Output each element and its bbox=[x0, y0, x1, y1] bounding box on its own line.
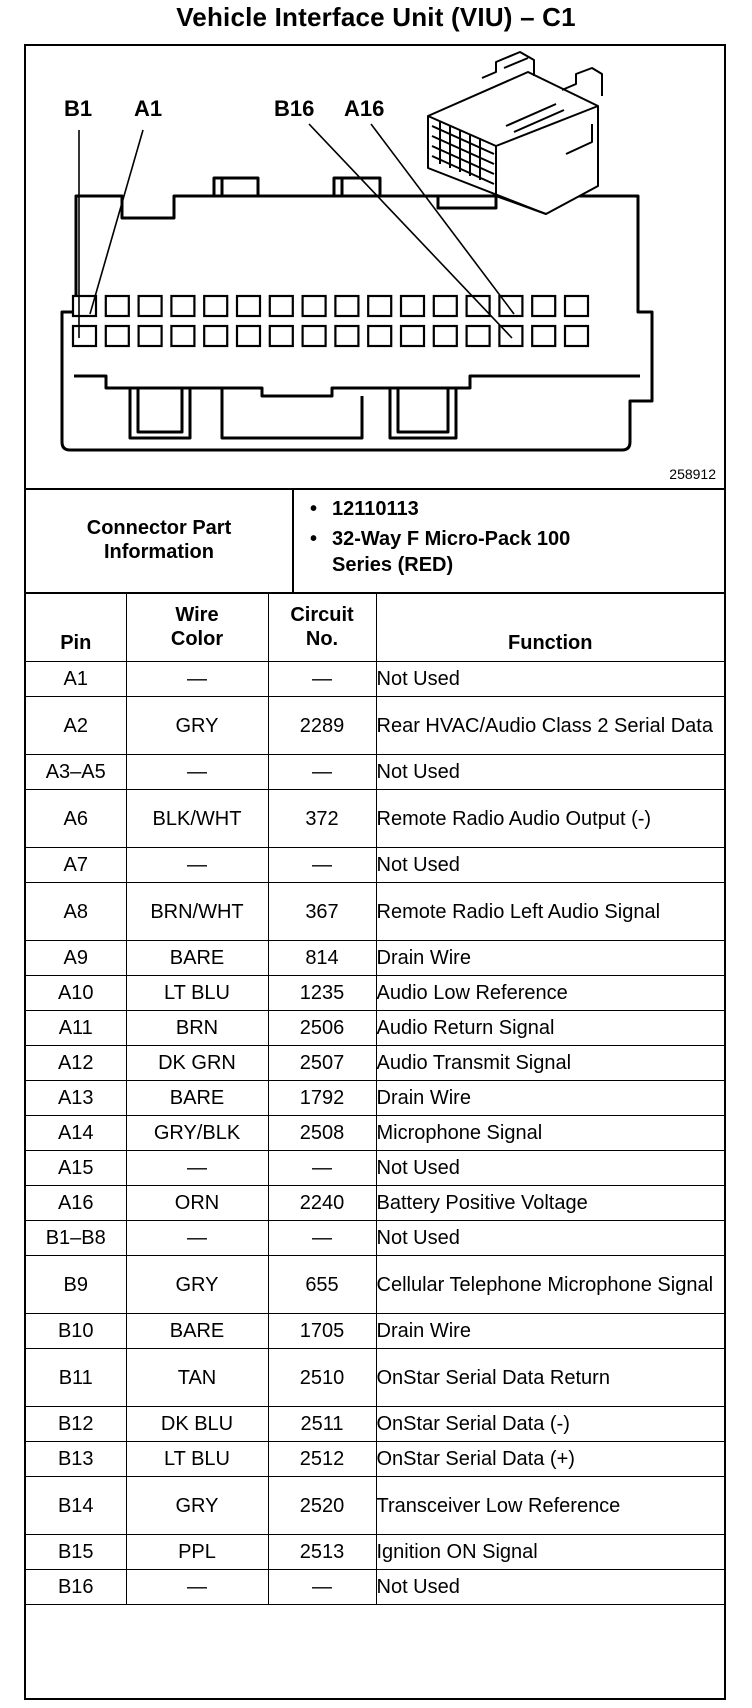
cell-circuit-no: 2520 bbox=[268, 1477, 376, 1535]
cell-pin: B16 bbox=[26, 1570, 126, 1605]
cell-function: Not Used bbox=[376, 755, 724, 790]
cell-wire-color: PPL bbox=[126, 1535, 268, 1570]
table-row bbox=[26, 1442, 724, 1477]
cavity-b8 bbox=[303, 326, 326, 346]
table-row bbox=[26, 883, 724, 941]
cell-circuit-no: — bbox=[268, 755, 376, 790]
table-row bbox=[26, 697, 724, 755]
cell-pin: A16 bbox=[26, 1186, 126, 1221]
cavity-a11 bbox=[401, 296, 424, 316]
callout-a1: A1 bbox=[134, 96, 163, 121]
cell-wire-color: BRN/WHT bbox=[126, 883, 268, 941]
cell-circuit-no: 2240 bbox=[268, 1186, 376, 1221]
table-row bbox=[26, 1570, 724, 1605]
cell-circuit-no: — bbox=[268, 1221, 376, 1256]
cell-function: Microphone Signal bbox=[376, 1116, 724, 1151]
cell-pin: A6 bbox=[26, 790, 126, 848]
cavity-b2 bbox=[106, 326, 129, 346]
connector-drawing bbox=[26, 46, 724, 488]
table-row bbox=[26, 662, 724, 697]
cell-pin: A7 bbox=[26, 848, 126, 883]
cavity-a3 bbox=[139, 296, 162, 316]
cell-function: Drain Wire bbox=[376, 1314, 724, 1349]
cell-function: Drain Wire bbox=[376, 941, 724, 976]
header-function: Function bbox=[376, 593, 724, 662]
cell-wire-color: DK GRN bbox=[126, 1046, 268, 1081]
cell-circuit-no: 367 bbox=[268, 883, 376, 941]
cavity-b6 bbox=[237, 326, 260, 346]
cell-function: OnStar Serial Data (+) bbox=[376, 1442, 724, 1477]
cell-circuit-no: — bbox=[268, 848, 376, 883]
cell-circuit-no: 2506 bbox=[268, 1011, 376, 1046]
cell-circuit-no: 655 bbox=[268, 1256, 376, 1314]
cell-function: Audio Low Reference bbox=[376, 976, 724, 1011]
cell-function: Not Used bbox=[376, 848, 724, 883]
cell-wire-color: BARE bbox=[126, 941, 268, 976]
cell-wire-color: — bbox=[126, 1221, 268, 1256]
table-row bbox=[26, 1535, 724, 1570]
table-row bbox=[26, 1314, 724, 1349]
cell-pin: B9 bbox=[26, 1256, 126, 1314]
cell-function: Cellular Telephone Microphone Signal bbox=[376, 1256, 724, 1314]
cavity-a4 bbox=[171, 296, 194, 316]
cell-circuit-no: — bbox=[268, 662, 376, 697]
cell-circuit-no: 2507 bbox=[268, 1046, 376, 1081]
cavity-a5 bbox=[204, 296, 227, 316]
callout-b1: B1 bbox=[64, 96, 93, 121]
pinout-table bbox=[26, 592, 724, 1605]
cell-function: Battery Positive Voltage bbox=[376, 1186, 724, 1221]
cell-wire-color: ORN bbox=[126, 1186, 268, 1221]
cell-function: OnStar Serial Data (-) bbox=[376, 1407, 724, 1442]
cavity-b9 bbox=[335, 326, 358, 346]
cavity-a6 bbox=[237, 296, 260, 316]
cell-circuit-no: 1235 bbox=[268, 976, 376, 1011]
cell-wire-color: — bbox=[126, 662, 268, 697]
table-row bbox=[26, 1151, 724, 1186]
cell-circuit-no: 372 bbox=[268, 790, 376, 848]
cell-circuit-no: 2512 bbox=[268, 1442, 376, 1477]
figure-id: 258912 bbox=[669, 466, 716, 482]
cell-wire-color: DK BLU bbox=[126, 1407, 268, 1442]
cavity-b1 bbox=[73, 326, 96, 346]
cell-pin: B10 bbox=[26, 1314, 126, 1349]
cell-function: Remote Radio Left Audio Signal bbox=[376, 883, 724, 941]
cell-circuit-no: 814 bbox=[268, 941, 376, 976]
header-wire-color: Wire Color bbox=[126, 593, 268, 662]
cell-function: Rear HVAC/Audio Class 2 Serial Data bbox=[376, 697, 724, 755]
cell-function: Audio Transmit Signal bbox=[376, 1046, 724, 1081]
cell-pin: A12 bbox=[26, 1046, 126, 1081]
cavity-a12 bbox=[434, 296, 457, 316]
cell-circuit-no: 1792 bbox=[268, 1081, 376, 1116]
cell-function: Audio Return Signal bbox=[376, 1011, 724, 1046]
cell-pin: A2 bbox=[26, 697, 126, 755]
cell-circuit-no: 2510 bbox=[268, 1349, 376, 1407]
cell-wire-color: BARE bbox=[126, 1314, 268, 1349]
cell-function: Not Used bbox=[376, 1151, 724, 1186]
cavity-b15 bbox=[532, 326, 555, 346]
cell-function: Remote Radio Audio Output (-) bbox=[376, 790, 724, 848]
cell-function: Ignition ON Signal bbox=[376, 1535, 724, 1570]
cavity-a10 bbox=[368, 296, 391, 316]
table-row bbox=[26, 1011, 724, 1046]
connector-info-values bbox=[294, 488, 724, 592]
table-row bbox=[26, 1221, 724, 1256]
cell-pin: B12 bbox=[26, 1407, 126, 1442]
page-title: Vehicle Interface Unit (VIU) – C1 bbox=[176, 2, 576, 32]
cell-pin: B14 bbox=[26, 1477, 126, 1535]
cell-pin: B15 bbox=[26, 1535, 126, 1570]
table-row bbox=[26, 1349, 724, 1407]
cavity-a8 bbox=[303, 296, 326, 316]
cell-function: Not Used bbox=[376, 1570, 724, 1605]
connector-part-info bbox=[26, 488, 724, 594]
cavity-b7 bbox=[270, 326, 293, 346]
cavity-a2 bbox=[106, 296, 129, 316]
cavity-b12 bbox=[434, 326, 457, 346]
cell-wire-color: GRY bbox=[126, 1256, 268, 1314]
cell-wire-color: GRY bbox=[126, 697, 268, 755]
cavity-a16 bbox=[565, 296, 588, 316]
cell-wire-color: TAN bbox=[126, 1349, 268, 1407]
cavity-b4 bbox=[171, 326, 194, 346]
cavity-a15 bbox=[532, 296, 555, 316]
table-row bbox=[26, 941, 724, 976]
cell-function: Not Used bbox=[376, 662, 724, 697]
table-row bbox=[26, 976, 724, 1011]
cavity-b13 bbox=[467, 326, 490, 346]
cell-wire-color: GRY/BLK bbox=[126, 1116, 268, 1151]
connector-info-label: Connector Part Information bbox=[26, 488, 294, 592]
cell-wire-color: BARE bbox=[126, 1081, 268, 1116]
connector-isometric-icon bbox=[428, 52, 602, 214]
cell-wire-color: — bbox=[126, 755, 268, 790]
cavity-a9 bbox=[335, 296, 358, 316]
table-row bbox=[26, 1046, 724, 1081]
table-row bbox=[26, 1116, 724, 1151]
cell-wire-color: BLK/WHT bbox=[126, 790, 268, 848]
cell-pin: A15 bbox=[26, 1151, 126, 1186]
cell-wire-color: BRN bbox=[126, 1011, 268, 1046]
connector-part-number: • 12110113 bbox=[332, 496, 724, 522]
table-header-row bbox=[26, 593, 724, 662]
cell-pin: A3–A5 bbox=[26, 755, 126, 790]
connector-diagram bbox=[26, 46, 724, 490]
cell-circuit-no: — bbox=[268, 1151, 376, 1186]
cell-circuit-no: 2289 bbox=[268, 697, 376, 755]
cell-function: OnStar Serial Data Return bbox=[376, 1349, 724, 1407]
cell-pin: B13 bbox=[26, 1442, 126, 1477]
cell-wire-color: — bbox=[126, 848, 268, 883]
table-row bbox=[26, 1081, 724, 1116]
cell-pin: A1 bbox=[26, 662, 126, 697]
cell-pin: A8 bbox=[26, 883, 126, 941]
cell-wire-color: LT BLU bbox=[126, 1442, 268, 1477]
cavity-b3 bbox=[139, 326, 162, 346]
cell-wire-color: — bbox=[126, 1151, 268, 1186]
cell-function: Drain Wire bbox=[376, 1081, 724, 1116]
header-pin: Pin bbox=[26, 593, 126, 662]
table-row bbox=[26, 755, 724, 790]
cavity-a7 bbox=[270, 296, 293, 316]
callout-a16: A16 bbox=[344, 96, 385, 121]
cell-pin: A10 bbox=[26, 976, 126, 1011]
callout-b16: B16 bbox=[274, 96, 315, 121]
cavity-b11 bbox=[401, 326, 424, 346]
cell-wire-color: GRY bbox=[126, 1477, 268, 1535]
cell-pin: B11 bbox=[26, 1349, 126, 1407]
cell-circuit-no: 2511 bbox=[268, 1407, 376, 1442]
connector-sheet bbox=[24, 44, 726, 1700]
cell-wire-color: LT BLU bbox=[126, 976, 268, 1011]
cell-function: Transceiver Low Reference bbox=[376, 1477, 724, 1535]
table-row bbox=[26, 1477, 724, 1535]
cell-circuit-no: 1705 bbox=[268, 1314, 376, 1349]
cell-function: Not Used bbox=[376, 1221, 724, 1256]
header-circuit-no: Circuit No. bbox=[268, 593, 376, 662]
cell-pin: A11 bbox=[26, 1011, 126, 1046]
cell-circuit-no: 2513 bbox=[268, 1535, 376, 1570]
table-row bbox=[26, 790, 724, 848]
cavity-b10 bbox=[368, 326, 391, 346]
cell-circuit-no: — bbox=[268, 1570, 376, 1605]
cell-wire-color: — bbox=[126, 1570, 268, 1605]
cell-pin: A9 bbox=[26, 941, 126, 976]
cavity-a13 bbox=[467, 296, 490, 316]
cavity-b5 bbox=[204, 326, 227, 346]
connector-body bbox=[62, 196, 652, 450]
table-row bbox=[26, 848, 724, 883]
cell-circuit-no: 2508 bbox=[268, 1116, 376, 1151]
table-row bbox=[26, 1186, 724, 1221]
cell-pin: A13 bbox=[26, 1081, 126, 1116]
cavity-b16 bbox=[565, 326, 588, 346]
cell-pin: A14 bbox=[26, 1116, 126, 1151]
table-row bbox=[26, 1256, 724, 1314]
table-row bbox=[26, 1407, 724, 1442]
connector-description: • 32-Way F Micro-Pack 100 Series (RED) bbox=[332, 526, 724, 578]
cell-pin: B1–B8 bbox=[26, 1221, 126, 1256]
